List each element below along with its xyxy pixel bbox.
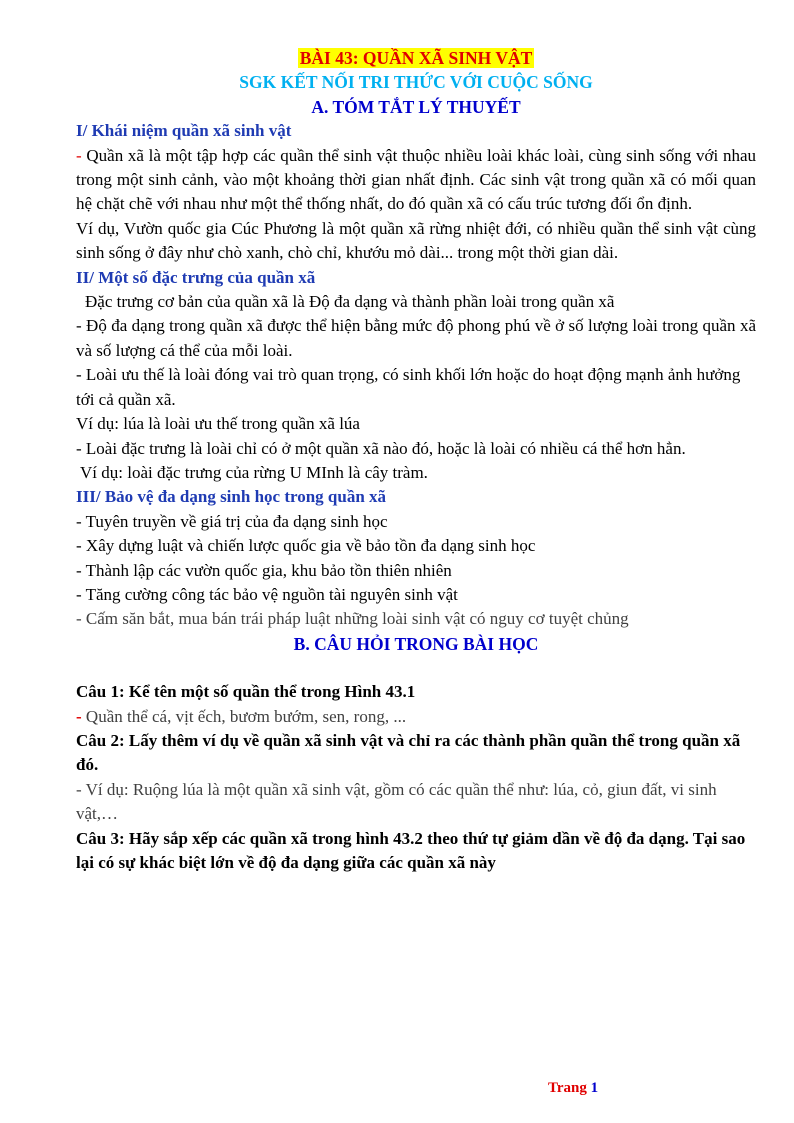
part1-definition [76, 144, 756, 217]
part3-heading: III/ Bảo vệ đa dạng sinh học trong quần xã [76, 487, 387, 507]
section-b-title: B. CÂU HỎI TRONG BÀI HỌC [293, 633, 539, 654]
page-title [76, 46, 756, 70]
part2-line: - Loài đặc trưng là loài chỉ có ở một quần xã nào đó, hoặc là loài có nhiều cá thể hơn hẳn. [76, 438, 686, 458]
part3-list-item: - Xây dựng luật và chiến lược quốc gia về bảo tồn đa dạng sinh học [76, 536, 536, 556]
part2-heading: II/ Một số đặc trưng của quần xã [76, 267, 316, 287]
part1-heading: I/ Khái niệm quần xã sinh vật [76, 121, 292, 141]
section-a-title: A. TÓM TẮT LÝ THUYẾT [311, 96, 521, 117]
part3-list-item: - Tuyên truyền về giá trị của đa dạng sinh học [76, 511, 388, 531]
question-1: Câu 1: Kể tên một số quần thể trong Hình 43.1 [76, 682, 416, 702]
part1-definition-text: Quần xã là một tập hợp các quần thể sinh vật thuộc nhiều loài khác loài, cùng sinh sống với nhau trong một sinh cảnh, vào một khoảng thời gian nhất định. Các sinh vật trong quần xã có mối quan hệ chặt chẽ với nhau như một thể thống nhất, do đó quần xã có cấu trúc tương đối ổn định. [76, 145, 756, 214]
textbook-subtitle: SGK KẾT NỐI TRI THỨC VỚI CUỘC SỐNG [239, 72, 593, 93]
part2-line: Ví dụ: loài đặc trưng của rừng U MInh là cây tràm. [80, 462, 428, 482]
answer-1 [76, 705, 756, 729]
part3-list-item: - Thành lập các vườn quốc gia, khu bảo tồn thiên nhiên [76, 560, 452, 580]
answer-1-dash: - [76, 706, 82, 726]
part1-dash: - [76, 145, 82, 165]
part3-list-item: - Cấm săn bắt, mua bán trái pháp luật những loài sinh vật có nguy cơ tuyệt chủng [76, 609, 629, 629]
footer-label: Trang [548, 1080, 587, 1096]
answer-2: - Ví dụ: Ruộng lúa là một quần xã sinh vật, gồm có các quần thể như: lúa, cỏ, giun đất, vi sinh vật,… [76, 779, 717, 824]
page-number: 1 [590, 1080, 599, 1096]
page-footer [548, 1076, 598, 1100]
part2-line: - Loài ưu thế là loài đóng vai trò quan trọng, có sinh khối lớn hoặc do hoạt động mạnh ảnh hưởng tới cả quần xã. [76, 365, 741, 409]
part2-line: - Độ đa dạng trong quần xã được thể hiện bằng mức độ phong phú về ở số lượng loài trong quần xã và số lượng cá thể của mỗi loài. [76, 316, 756, 360]
part1-example: Ví dụ, Vườn quốc gia Cúc Phương là một quần xã rừng nhiệt đới, có nhiều quần thể sinh vật cùng sinh sống ở đây như chò xanh, chò chỉ, khướu mỏ dài... trong một thời gian dài. [76, 218, 756, 263]
question-2: Câu 2: Lấy thêm ví dụ về quần xã sinh vật và chỉ ra các thành phần quần thể trong quần xã đó. [76, 730, 741, 775]
part2-line: Đặc trưng cơ bản của quần xã là Độ đa dạng và thành phần loài trong quần xã [85, 292, 615, 312]
part2-line: Ví dụ: lúa là loài ưu thế trong quần xã lúa [76, 414, 360, 434]
answer-1-text: Quần thể cá, vịt ếch, bươm bướm, sen, rong, ... [81, 706, 407, 726]
lesson-title: BÀI 43: QUẦN XÃ SINH VẬT [299, 48, 533, 68]
page-content [76, 46, 756, 875]
part3-list-item: - Tăng cường công tác bảo vệ nguồn tài nguyên sinh vật [76, 584, 458, 604]
question-3: Câu 3: Hãy sắp xếp các quần xã trong hình 43.2 theo thứ tự giảm dần về độ đa dạng. Tại sao lại có sự khác biệt lớn về độ đa dạng giữa các quần xã này [76, 828, 746, 872]
spacer [76, 656, 756, 680]
